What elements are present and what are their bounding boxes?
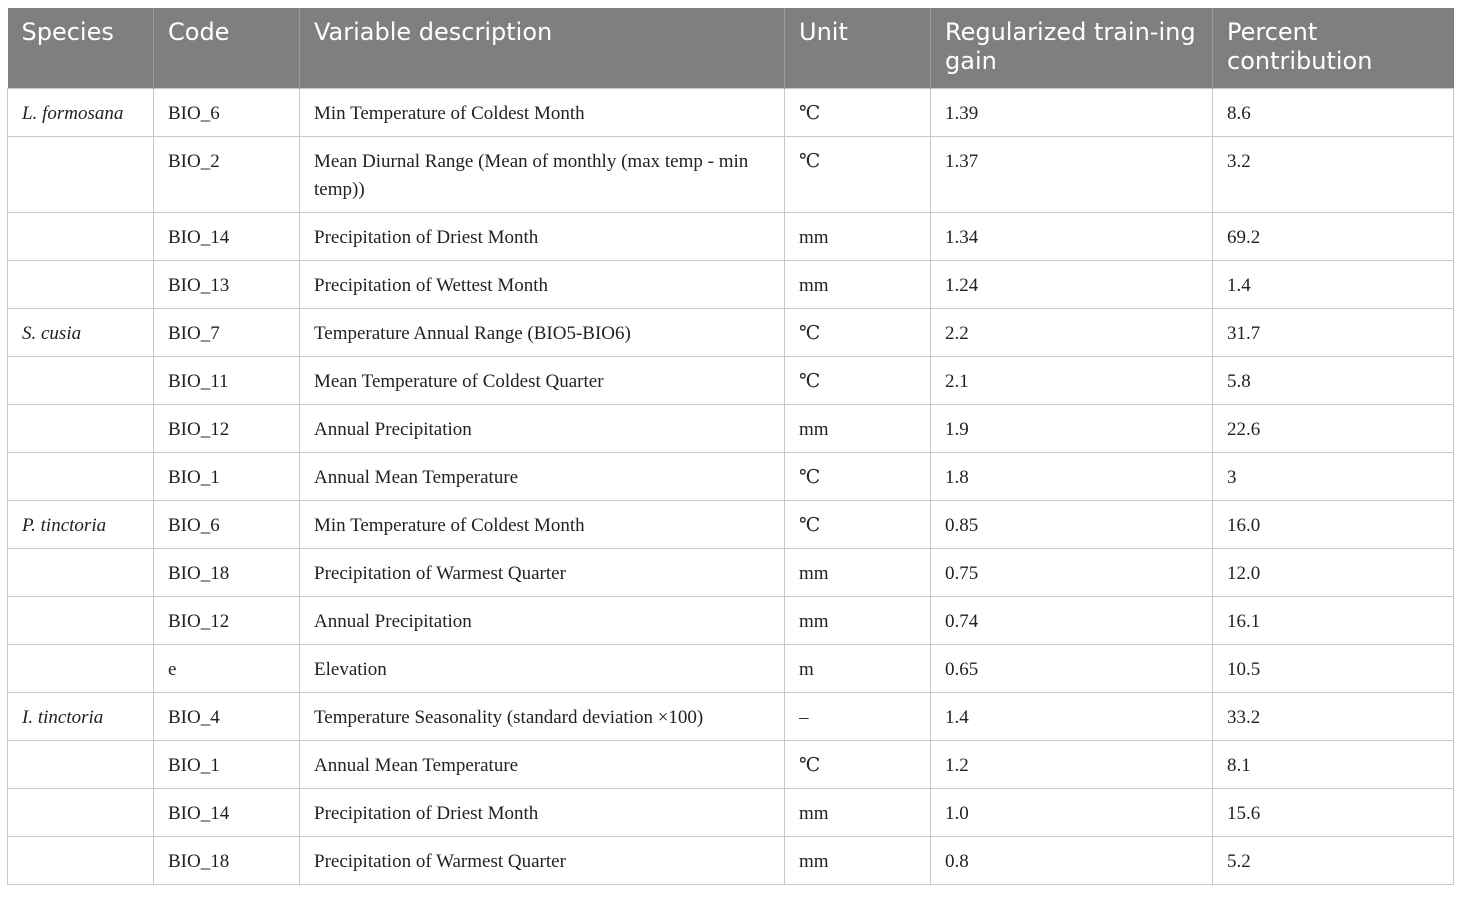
code-cell: BIO_11	[154, 357, 300, 405]
header-variable-description: Variable description	[300, 8, 785, 89]
percent-contribution-cell: 3.2	[1213, 137, 1454, 213]
description-cell: Mean Temperature of Coldest Quarter	[300, 357, 785, 405]
unit-cell: m	[785, 645, 931, 693]
percent-contribution-cell: 69.2	[1213, 213, 1454, 261]
code-cell: BIO_6	[154, 501, 300, 549]
description-cell: Min Temperature of Coldest Month	[300, 501, 785, 549]
species-cell: P. tinctoria	[8, 501, 154, 549]
code-cell: BIO_4	[154, 693, 300, 741]
species-cell: L. formosana	[8, 89, 154, 137]
description-cell: Annual Precipitation	[300, 405, 785, 453]
species-cell	[8, 789, 154, 837]
training-gain-cell: 2.2	[931, 309, 1213, 357]
unit-cell: mm	[785, 261, 931, 309]
description-cell: Precipitation of Warmest Quarter	[300, 837, 785, 885]
code-cell: BIO_1	[154, 741, 300, 789]
species-cell: I. tinctoria	[8, 693, 154, 741]
code-cell: BIO_18	[154, 837, 300, 885]
percent-contribution-cell: 16.1	[1213, 597, 1454, 645]
code-cell: BIO_13	[154, 261, 300, 309]
percent-contribution-cell: 5.2	[1213, 837, 1454, 885]
code-cell: BIO_14	[154, 789, 300, 837]
training-gain-cell: 0.75	[931, 549, 1213, 597]
table-row	[8, 501, 1454, 549]
table-row	[8, 837, 1454, 885]
description-cell: Temperature Annual Range (BIO5-BIO6)	[300, 309, 785, 357]
unit-cell: ℃	[785, 357, 931, 405]
percent-contribution-cell: 8.1	[1213, 741, 1454, 789]
training-gain-cell: 2.1	[931, 357, 1213, 405]
code-cell: BIO_1	[154, 453, 300, 501]
percent-contribution-cell: 5.8	[1213, 357, 1454, 405]
code-cell: BIO_6	[154, 89, 300, 137]
unit-cell: mm	[785, 597, 931, 645]
description-cell: Min Temperature of Coldest Month	[300, 89, 785, 137]
code-cell: BIO_7	[154, 309, 300, 357]
table-row	[8, 597, 1454, 645]
table-row	[8, 261, 1454, 309]
training-gain-cell: 0.8	[931, 837, 1213, 885]
species-cell	[8, 741, 154, 789]
training-gain-cell: 1.0	[931, 789, 1213, 837]
variables-table	[7, 8, 1454, 885]
unit-cell: mm	[785, 549, 931, 597]
header-percent-contribution: Percent contribution	[1213, 8, 1454, 89]
species-cell	[8, 261, 154, 309]
table-row	[8, 741, 1454, 789]
description-cell: Precipitation of Driest Month	[300, 213, 785, 261]
description-cell: Annual Precipitation	[300, 597, 785, 645]
table-row	[8, 645, 1454, 693]
unit-cell: mm	[785, 837, 931, 885]
species-cell	[8, 837, 154, 885]
description-cell: Precipitation of Wettest Month	[300, 261, 785, 309]
unit-cell: mm	[785, 789, 931, 837]
table-row	[8, 213, 1454, 261]
header-row	[8, 8, 1454, 89]
species-cell	[8, 597, 154, 645]
training-gain-cell: 0.85	[931, 501, 1213, 549]
training-gain-cell: 0.74	[931, 597, 1213, 645]
training-gain-cell: 1.2	[931, 741, 1213, 789]
header-species: Species	[8, 8, 154, 89]
unit-cell: mm	[785, 213, 931, 261]
species-cell	[8, 357, 154, 405]
percent-contribution-cell: 8.6	[1213, 89, 1454, 137]
training-gain-cell: 1.4	[931, 693, 1213, 741]
percent-contribution-cell: 3	[1213, 453, 1454, 501]
description-cell: Annual Mean Temperature	[300, 741, 785, 789]
description-cell: Mean Diurnal Range (Mean of monthly (max temp - min temp))	[300, 137, 785, 213]
unit-cell: ℃	[785, 89, 931, 137]
description-cell: Annual Mean Temperature	[300, 453, 785, 501]
percent-contribution-cell: 16.0	[1213, 501, 1454, 549]
code-cell: BIO_18	[154, 549, 300, 597]
description-cell: Precipitation of Warmest Quarter	[300, 549, 785, 597]
species-cell	[8, 137, 154, 213]
training-gain-cell: 1.9	[931, 405, 1213, 453]
percent-contribution-cell: 33.2	[1213, 693, 1454, 741]
code-cell: BIO_12	[154, 597, 300, 645]
unit-cell: ℃	[785, 741, 931, 789]
header-code: Code	[154, 8, 300, 89]
table-row	[8, 137, 1454, 213]
training-gain-cell: 1.39	[931, 89, 1213, 137]
unit-cell: ℃	[785, 453, 931, 501]
code-cell: BIO_14	[154, 213, 300, 261]
table-row	[8, 789, 1454, 837]
table-row	[8, 693, 1454, 741]
percent-contribution-cell: 22.6	[1213, 405, 1454, 453]
header-unit: Unit	[785, 8, 931, 89]
table-row	[8, 453, 1454, 501]
table-row	[8, 357, 1454, 405]
table-row	[8, 89, 1454, 137]
percent-contribution-cell: 31.7	[1213, 309, 1454, 357]
training-gain-cell: 1.8	[931, 453, 1213, 501]
code-cell: e	[154, 645, 300, 693]
table-body	[8, 89, 1454, 885]
table-row	[8, 549, 1454, 597]
training-gain-cell: 1.37	[931, 137, 1213, 213]
unit-cell: ℃	[785, 137, 931, 213]
table-row	[8, 309, 1454, 357]
training-gain-cell: 0.65	[931, 645, 1213, 693]
table-row	[8, 405, 1454, 453]
unit-cell: –	[785, 693, 931, 741]
percent-contribution-cell: 10.5	[1213, 645, 1454, 693]
percent-contribution-cell: 12.0	[1213, 549, 1454, 597]
unit-cell: ℃	[785, 501, 931, 549]
description-cell: Elevation	[300, 645, 785, 693]
species-cell	[8, 405, 154, 453]
species-cell: S. cusia	[8, 309, 154, 357]
unit-cell: ℃	[785, 309, 931, 357]
unit-cell: mm	[785, 405, 931, 453]
header-regularized-training-gain: Regularized train-ing gain	[931, 8, 1213, 89]
table-header	[8, 8, 1454, 89]
percent-contribution-cell: 1.4	[1213, 261, 1454, 309]
percent-contribution-cell: 15.6	[1213, 789, 1454, 837]
species-cell	[8, 453, 154, 501]
training-gain-cell: 1.24	[931, 261, 1213, 309]
training-gain-cell: 1.34	[931, 213, 1213, 261]
species-cell	[8, 549, 154, 597]
description-cell: Precipitation of Driest Month	[300, 789, 785, 837]
code-cell: BIO_2	[154, 137, 300, 213]
description-cell: Temperature Seasonality (standard deviation ×100)	[300, 693, 785, 741]
species-cell	[8, 213, 154, 261]
code-cell: BIO_12	[154, 405, 300, 453]
species-cell	[8, 645, 154, 693]
